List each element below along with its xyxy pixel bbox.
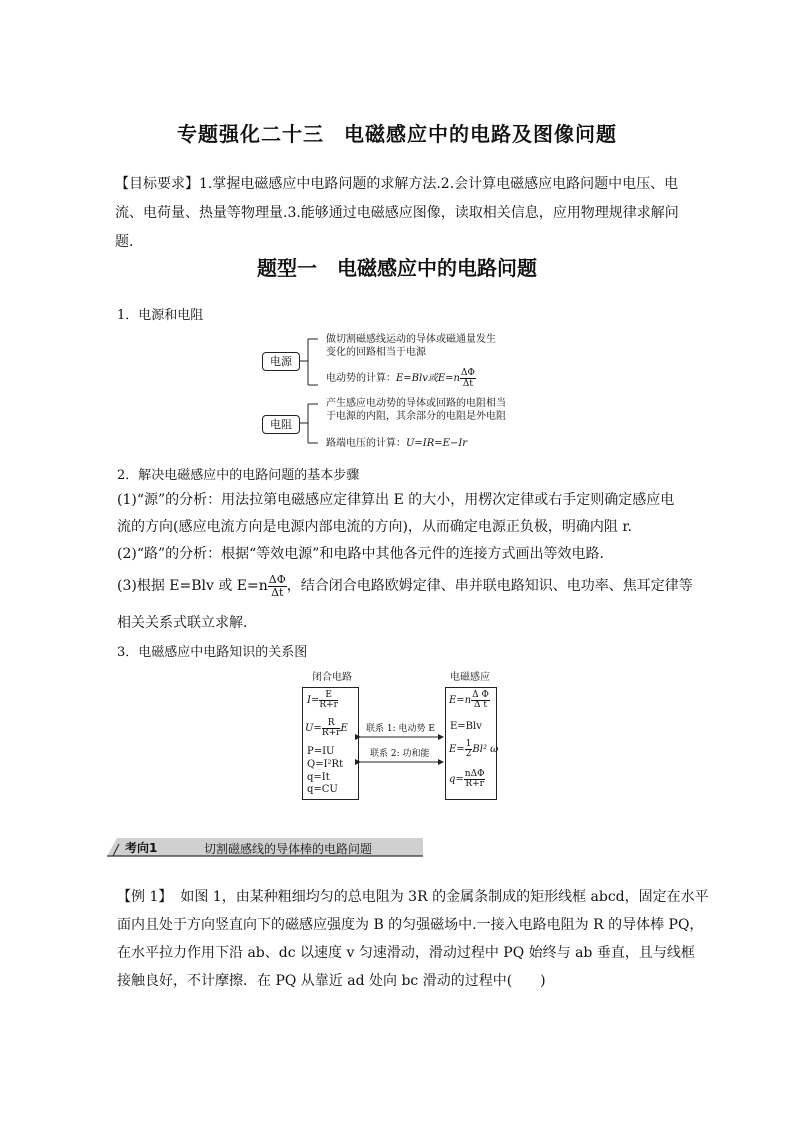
left-f1: I= $\frac{E}{R+r}$ — [307, 690, 338, 710]
sec2-heading: 2．解决电磁感应中的电路问题的基本步骤 — [117, 468, 360, 483]
voltage-formula — [326, 437, 467, 450]
example-line4: 接触良好，不计摩擦．在 PQ 从靠近 ad 处向 bc 滑动的过程中( ) — [117, 973, 546, 989]
voltage-formula-text: U=IR=E−Ir — [406, 438, 468, 449]
link1-label: 联系 1: 电动势 E — [366, 724, 435, 734]
source-box: 电源 — [262, 352, 300, 371]
goal-paragraph — [115, 170, 683, 257]
step3-pre: (3)根据 E=Blv 或 E=n — [117, 578, 268, 594]
relationship-diagram — [300, 672, 500, 804]
example-label: 【例 1】 — [117, 889, 173, 905]
source-desc — [326, 333, 496, 359]
emf-prefix: 电动势的计算： — [326, 373, 396, 384]
left-f6: q=CU — [307, 784, 338, 795]
link-arrows — [300, 672, 500, 804]
emf-den: Δt — [462, 379, 473, 389]
step3-line2: 相关关系式联立求解． — [117, 615, 257, 631]
link2-label: 联系 2: 功和能 — [370, 749, 430, 759]
closed-circuit-title: 闭合电路 — [312, 672, 352, 683]
emf-fraction — [460, 368, 476, 389]
section-heading-type1 — [0, 252, 794, 281]
example-text1: 如图 1，由某种粗细均匀的总电阻为 3R 的金属条制成的矩形线框 abcd，固定在水平 — [180, 889, 709, 905]
step3-line1 — [117, 572, 693, 600]
step3-den: Δt — [271, 585, 284, 599]
goal-label: 【目标要求】 — [115, 176, 199, 192]
step3-num: ΔΦ — [268, 572, 286, 586]
right-f1: E=n $\frac{\text{Δ Φ}}{\text{Δ t}}$ — [449, 690, 489, 710]
type1-title: 电磁感应中的电路问题 — [337, 256, 537, 280]
goal-text: 1.掌握电磁感应中电路问题的求解方法.2.会计算电磁感应电路问题中电压、电流、电荷量、热量等物理量.3.能够通过电磁感应图像，读取相关信息，应用物理规律求解问题． — [115, 176, 679, 250]
example-line1 — [117, 886, 709, 906]
topic-label: 考向1 — [125, 841, 158, 855]
left-f5: q=It — [307, 772, 330, 783]
step2: (2)“路”的分析：根据“等效电源”和电路中其他各元件的连接方式画出等效电路． — [117, 546, 614, 562]
example-line3: 在水平拉力作用下沿 ab、dc 以速度 v 匀速滑动，滑动过程中 PQ 始终与 ab 垂直，且与线框 — [117, 945, 695, 961]
source-line2: 变化的回路相当于电源 — [326, 347, 426, 358]
sec1-heading: 1．电源和电阻 — [117, 308, 204, 323]
title-part1: 专题强化二十三 — [177, 122, 324, 146]
topic-text: 切割磁感线的导体棒的电路问题 — [204, 842, 373, 856]
right-f3: E= $\frac{1}{2}$ Bl² ω — [449, 739, 499, 759]
voltage-prefix: 路端电压的计算： — [326, 438, 406, 449]
left-f4: Q=I²Rt — [307, 759, 344, 770]
example-line2: 面内且处于方向竖直向下的磁感应强度为 B 的匀强磁场中.一接入电路电阻为 R 的导体棒 PQ， — [117, 917, 704, 933]
sec3-heading: 3．电磁感应中电路知识的关系图 — [117, 645, 308, 660]
step3-fraction — [268, 574, 287, 599]
left-f2: U= $\frac{R}{R+r}$ E — [305, 718, 348, 738]
left-f3: P=IU — [307, 746, 335, 757]
emf-formula-a: E=Blv或E=n — [396, 373, 460, 384]
title-part2: 电磁感应中的电路及图像问题 — [344, 122, 617, 146]
step1-line2: 流的方向(感应电流方向是电源内部电流的方向)，从而确定电源正负极，明确内阻 r. — [117, 519, 632, 535]
emf-num: ΔΦ — [461, 368, 475, 378]
step3-post: ，结合闭合电路欧姆定律、串并联电路知识、电功率、焦耳定律等 — [286, 578, 693, 594]
source-line1: 做切割磁感线运动的导体或磁通量发生 — [326, 334, 496, 345]
type1-label: 题型一 — [257, 256, 317, 280]
topic-bar — [107, 838, 423, 856]
em-induction-title: 电磁感应 — [450, 672, 490, 683]
page-title — [0, 118, 794, 147]
source-resistance-diagram — [262, 330, 552, 455]
resistance-box: 电阻 — [262, 415, 300, 434]
right-f2: E=Blv — [450, 721, 482, 732]
step1-line1: (1)“源”的分析：用法拉第电磁感应定律算出 E 的大小，用楞次定律或右手定则确定感应电 — [117, 492, 675, 508]
resist-line1: 产生感应电动势的导体或回路的电阻相当 — [326, 398, 506, 409]
resistance-desc — [326, 397, 506, 423]
emf-formula — [326, 368, 476, 389]
right-f4: q= $\frac{\text{nΔΦ}}{R+r}$ — [449, 769, 485, 789]
resist-line2: 于电源的内阻，其余部分的电阻是外电阻 — [326, 411, 506, 422]
